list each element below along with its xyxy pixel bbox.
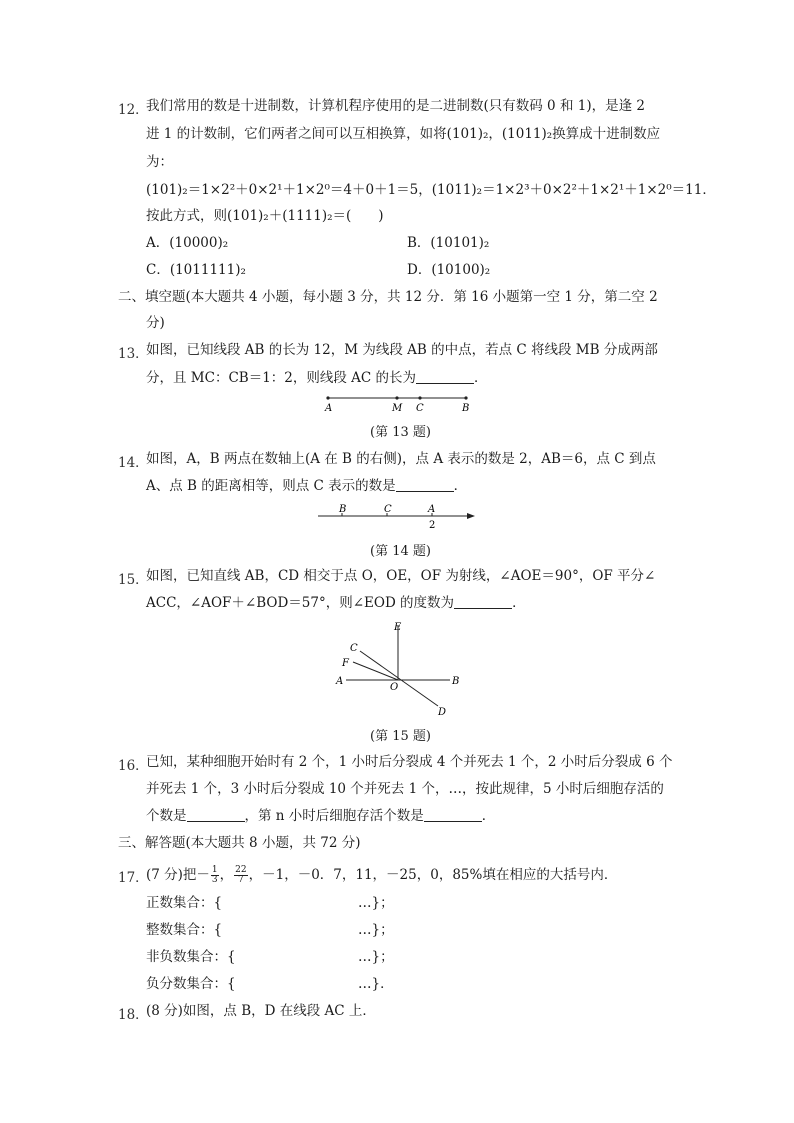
q13-caption: (第 13 题) [370,425,431,440]
q14-line1: 如图，A，B 两点在数轴上(A 在 B 的右侧)，点 A 表示的数是 2，AB＝6，点 C 到点 [146,451,656,467]
point-m [395,396,398,399]
q12-option-b: B．(10101)₂ [407,235,490,251]
label-c: C [350,643,358,654]
ray-of [353,662,398,680]
fraction-22-7: $\frac{22}{7}$ [235,865,247,885]
q16-answer-blank-2 [424,807,482,822]
section2-heading-cont: 分) [146,315,165,331]
q14-figure [315,502,480,532]
q12-line2: 进 1 的计数制，它们两者之间可以互相换算，如将(101)₂，(1011)₂换算成十进制数应 [146,126,661,142]
tick-value: 2 [429,520,436,531]
q12-number: 12． [118,102,149,118]
label-b: B [452,676,460,687]
label-f: F [342,658,349,669]
q16-line2: 并死去 1 个，3 小时后分裂成 10 个并死去 1 个，…，按此规律，5 小时后细胞存活的 [146,781,664,797]
label-d: D [438,707,447,718]
section3-heading: 三、解答题(本大题共 8 小题，共 72 分) [118,835,361,851]
q16-number: 16． [118,758,149,774]
set-positive-end: …}； [358,895,394,911]
q13-number: 13． [118,346,149,362]
q14-line2: A、点 B 的距离相等，则点 C 表示的数是 ． [146,478,468,494]
arrow-icon [467,513,475,519]
q13-line2: 分，且 MC：CB＝1：2，则线段 AC 的长为 ． [146,370,488,386]
q12-line5: 按此方式，则(101)₂＋(1111)₂＝( ) [146,208,384,224]
label-m: M [392,403,403,414]
q12-line1: 我们常用的数是十进制数，计算机程序使用的是二进制数(只有数码 0 和 1)，是逢 2 [146,98,645,114]
label-e: E [394,622,402,633]
q16-answer-blank-1 [187,807,245,822]
label-b: B [339,504,347,515]
q16-line3: 个数是 ，第 n 小时后细胞存活个数是 ． [146,808,496,824]
q15-line2: ACC，∠AOF＋∠BOD＝57°，则∠EOD 的度数为 ． [146,595,526,611]
q15-caption: (第 15 题) [370,729,431,744]
q12-option-d: D．(10100)₂ [407,262,491,278]
set-negative-fraction-end: …}． [358,976,394,992]
q15-number: 15． [118,572,149,588]
point-b [464,396,467,399]
point-a [326,396,329,399]
line-cd [360,651,438,706]
label-a: A [325,403,333,414]
section2-heading: 二、填空题(本大题共 4 小题，每小题 3 分，共 12 分．第 16 小题第一空 1 分，第二空 2 [118,289,658,305]
q17-number: 17． [118,870,149,886]
set-nonnegative-end: …}； [358,949,394,965]
q13-figure [320,392,480,416]
set-integer-label: 整数集合：{ [146,922,223,938]
q14-caption: (第 14 题) [370,544,431,559]
q15-answer-blank [454,594,512,609]
q17-intro: (7 分)把－ $\frac{1}{3}$ ， $\frac{22}{7}$ ，－1，－0．7，11，－25，0，85%填在相应的大括号内． [146,865,618,885]
q18-number: 18． [118,1007,149,1023]
label-b: B [462,403,470,414]
q13-line1: 如图，已知线段 AB 的长为 12，M 为线段 AB 的中点，若点 C 将线段 MB 分成两部 [146,342,658,358]
q12-line4: (101)₂＝1×2²＋0×2¹＋1×2⁰＝4＋0＋1＝5，(1011)₂＝1×2³＋0×2²＋1×2¹＋1×2⁰＝11． [146,182,716,198]
set-positive-label: 正数集合：{ [146,895,223,911]
label-c: C [416,403,424,414]
set-integer-end: …}； [358,922,394,938]
label-c: C [384,504,392,515]
set-negative-fraction-label: 负分数集合：{ [146,976,236,992]
set-nonnegative-label: 非负数集合：{ [146,949,236,965]
q15-line1: 如图，已知直线 AB，CD 相交于点 O，OE，OF 为射线，∠AOE＝90°，OF 平分∠ [146,568,656,584]
q15-figure [330,618,465,718]
q16-line1: 已知，某种细胞开始时有 2 个，1 小时后分裂成 4 个并死去 1 个，2 小时后分裂成 6 个 [146,754,673,770]
point-c [418,396,421,399]
q12-option-a: A．(10000)₂ [146,235,229,251]
label-a: A [428,504,436,515]
label-a: A [336,676,344,687]
q13-answer-blank [416,369,474,384]
q12-line3: 为： [146,154,173,170]
fraction-one-third: $\frac{1}{3}$ [211,865,218,885]
q14-number: 14． [118,455,149,471]
label-o: O [390,682,399,693]
q14-answer-blank [396,477,454,492]
q12-option-c: C．(1011111)₂ [146,262,246,278]
q18-line1: (8 分)如图，点 B，D 在线段 AC 上． [146,1003,376,1019]
